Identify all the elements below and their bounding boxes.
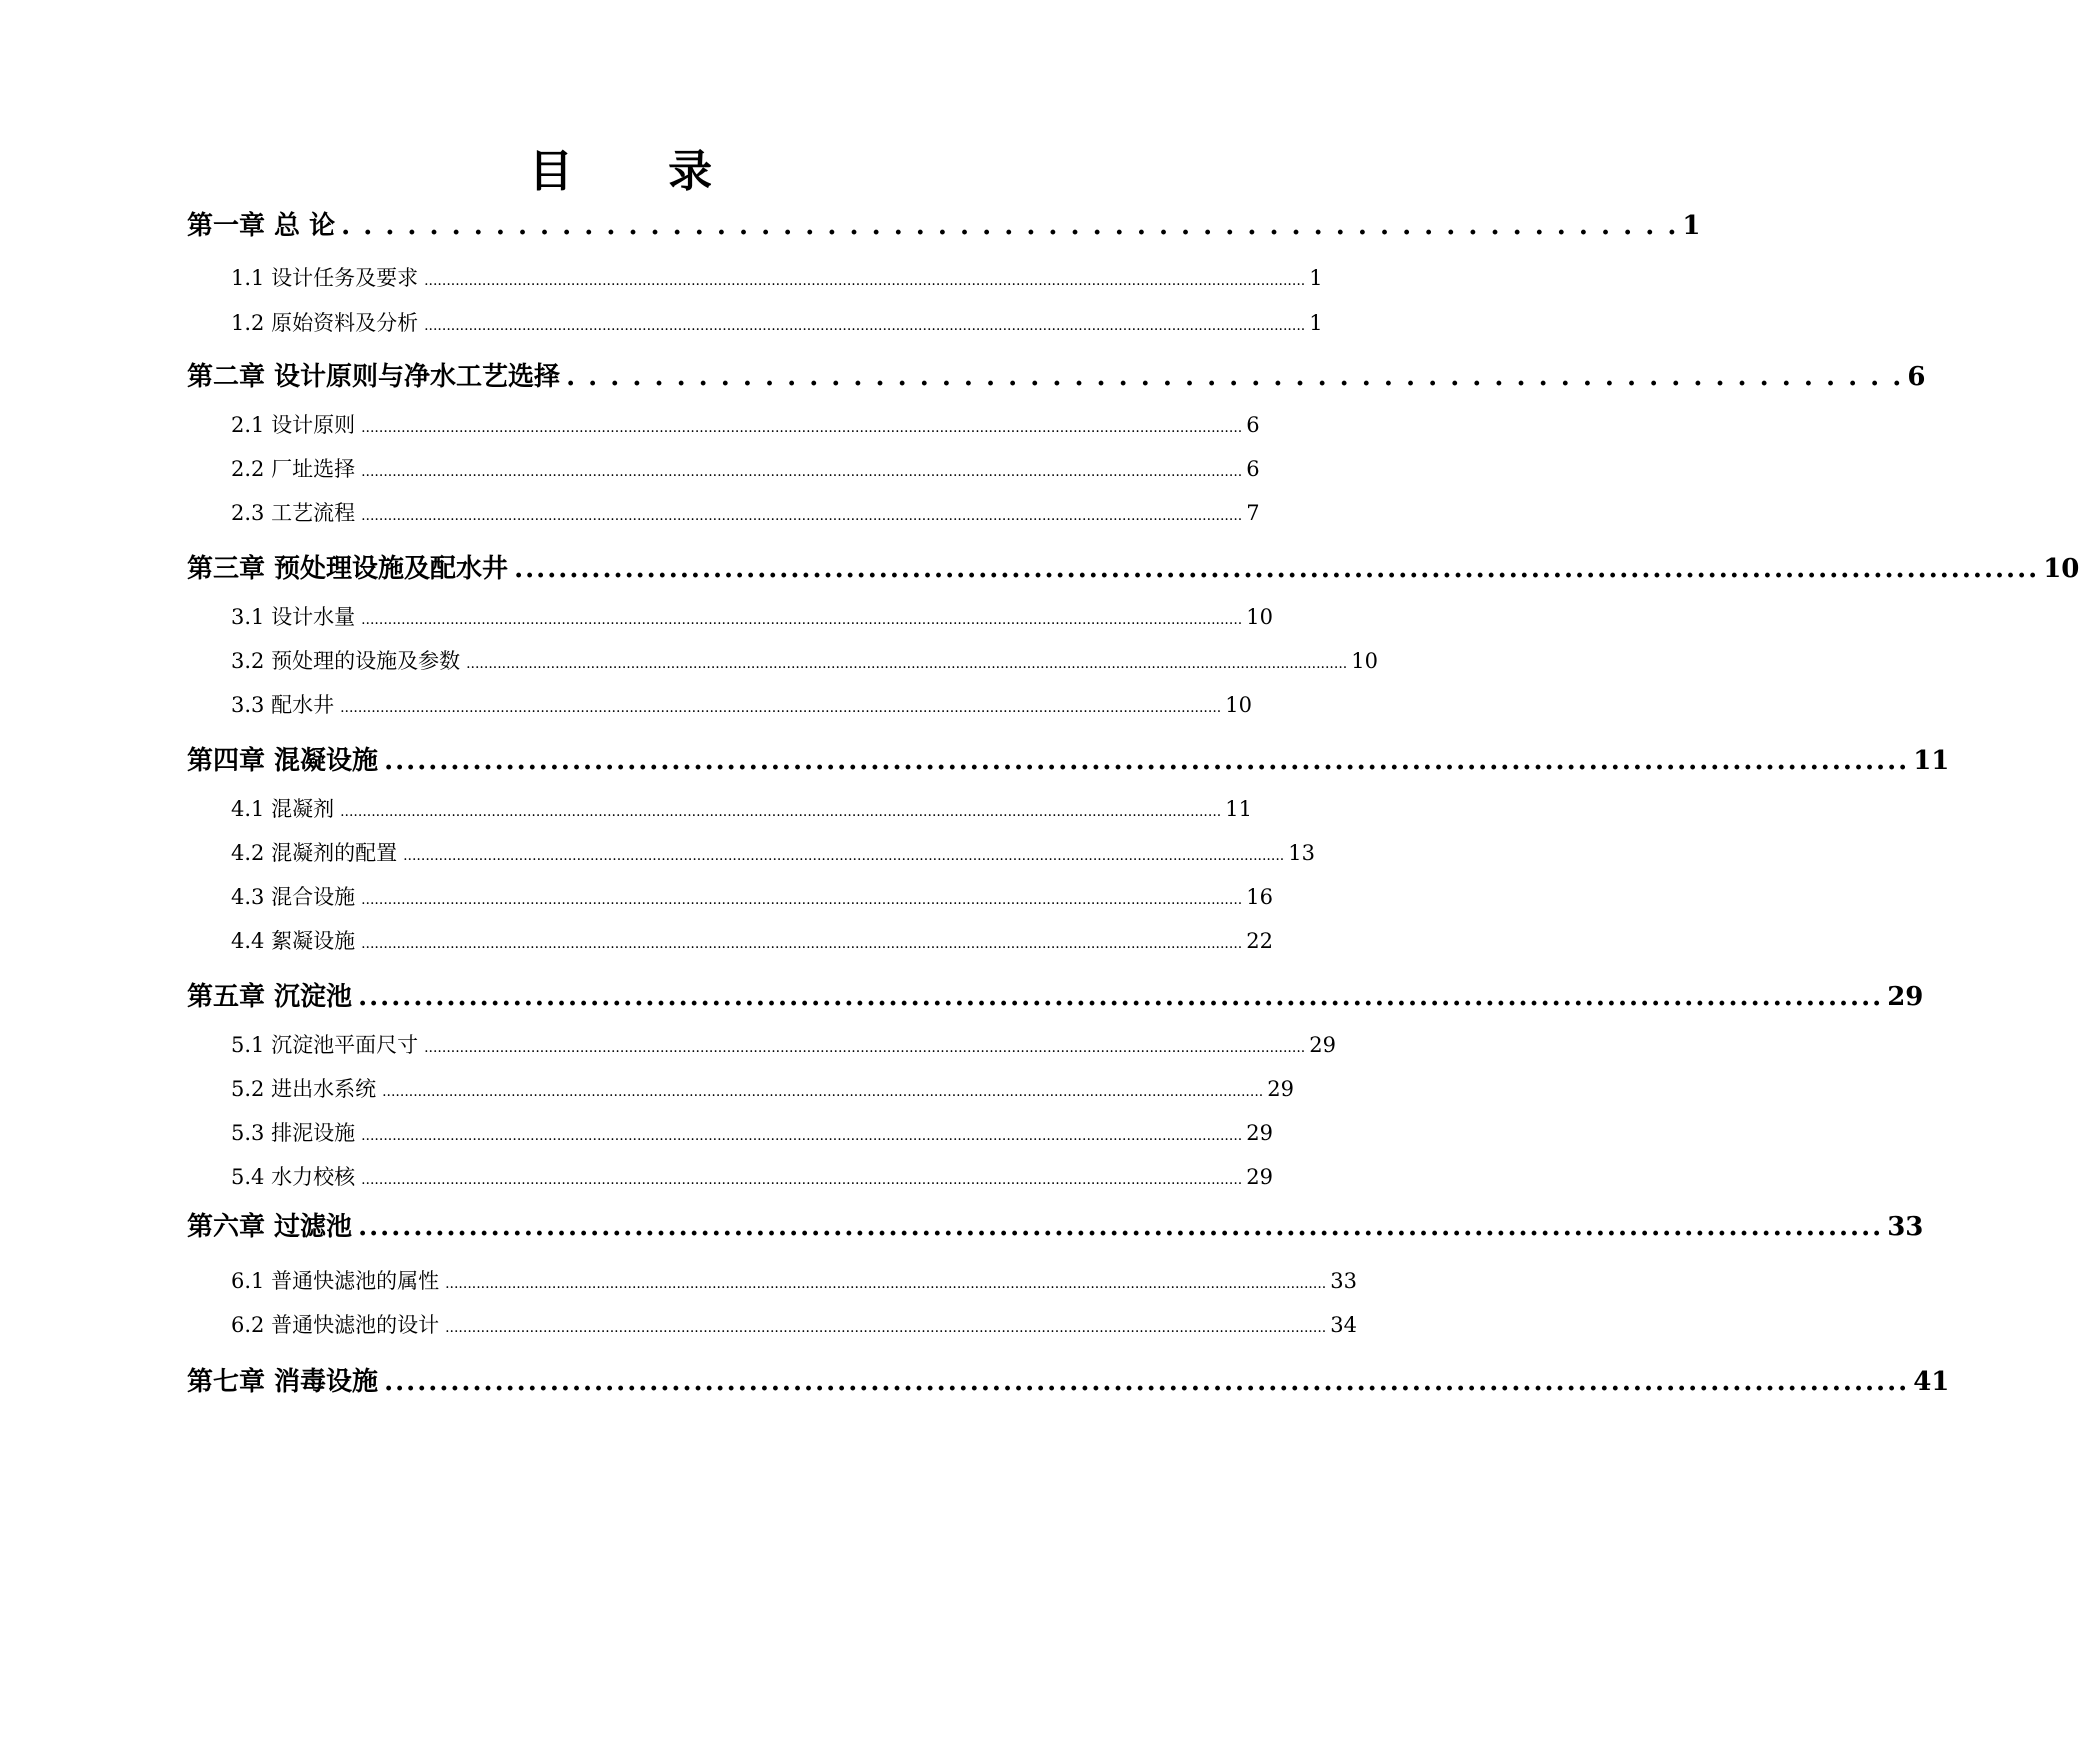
toc-entry-label: 2.1 设计原则	[231, 413, 356, 437]
toc-page-number: 29	[1887, 982, 1924, 1012]
toc-entry-label: 第四章 混凝设施	[187, 746, 379, 776]
toc-section-5-4[interactable]	[231, 1161, 1273, 1191]
toc-entry-label: 4.2 混凝剂的配置	[231, 841, 398, 865]
dot-leader: ......................................................................................................................................................................................................	[445, 1276, 1327, 1292]
dot-leader: ..........................................................................................................................................	[358, 1212, 1884, 1242]
toc-page-number: 29	[1246, 1165, 1273, 1189]
toc-section-1-2[interactable]	[231, 307, 1323, 337]
toc-entry-label: 5.2 进出水系统	[231, 1077, 377, 1101]
dot-leader: ......................................................................................................................................................................................................	[361, 508, 1243, 524]
toc-page-number: 10	[1351, 649, 1378, 673]
toc-section-4-1[interactable]	[231, 793, 1252, 823]
toc-chapter-3[interactable]	[187, 548, 2079, 585]
toc-page-number: 11	[1225, 797, 1252, 821]
dot-leader: ......................................................................................................................................................................................................	[361, 892, 1243, 908]
toc-page-number: 7	[1246, 501, 1260, 525]
dot-leader: ..........................................................................................................................................	[384, 746, 1910, 776]
toc-section-4-3[interactable]	[231, 881, 1273, 911]
toc-page-number: 29	[1267, 1077, 1294, 1101]
toc-chapter-6[interactable]	[187, 1206, 1924, 1243]
toc-page-number: 41	[1913, 1367, 1950, 1397]
toc-page-number: 29	[1246, 1121, 1273, 1145]
toc-entry-label: 6.2 普通快滤池的设计	[231, 1313, 440, 1337]
toc-chapter-5[interactable]	[187, 976, 1924, 1013]
toc-entry-label: 2.3 工艺流程	[231, 501, 356, 525]
toc-entry-label: 4.1 混凝剂	[231, 797, 335, 821]
toc-section-3-1[interactable]	[231, 601, 1273, 631]
toc-section-5-3[interactable]	[231, 1117, 1273, 1147]
dot-leader: ..........................................................................................................................................	[514, 554, 2040, 584]
toc-entry-label: 4.4 絮凝设施	[231, 929, 356, 953]
toc-page-number: 6	[1246, 457, 1260, 481]
toc-page-number: 10	[1246, 605, 1273, 629]
dot-leader: ......................................................................................................................................................................................................	[340, 804, 1222, 820]
toc-entry-label: 第二章 设计原则与净水工艺选择	[187, 362, 561, 392]
toc-section-4-2[interactable]	[231, 837, 1315, 867]
toc-page-number: 16	[1246, 885, 1273, 909]
toc-entry-label: 3.2 预处理的设施及参数	[231, 649, 461, 673]
toc-page-number: 13	[1288, 841, 1315, 865]
toc-section-5-2[interactable]	[231, 1073, 1294, 1103]
dot-leader: ......................................................................................................................................................................................................	[445, 1320, 1327, 1336]
toc-page-number: 10	[2043, 554, 2079, 584]
dot-leader: ......................................................................................................................................................................................................	[424, 1040, 1306, 1056]
dot-leader: . . . . . . . . . . . . . . . . . . . . . . . . . . . . . . . . . . . . . . . . . . . . . . . . . . . . . . . . . . . . .	[341, 211, 1679, 241]
toc-section-4-4[interactable]	[231, 925, 1273, 955]
toc-section-1-1[interactable]	[231, 262, 1323, 292]
toc-entry-label: 第一章 总 论	[187, 211, 336, 241]
toc-section-6-2[interactable]	[231, 1309, 1357, 1339]
dot-leader: ..........................................................................................................................................	[358, 982, 1884, 1012]
toc-section-3-3[interactable]	[231, 689, 1252, 719]
toc-entry-label: 6.1 普通快滤池的属性	[231, 1269, 440, 1293]
toc-entry-label: 1.2 原始资料及分析	[231, 311, 419, 335]
dot-leader: ......................................................................................................................................................................................................	[361, 612, 1243, 628]
dot-leader: ......................................................................................................................................................................................................	[424, 273, 1306, 289]
toc-entry-label: 2.2 厂址选择	[231, 457, 356, 481]
toc-entry-label: 5.1 沉淀池平面尺寸	[231, 1033, 419, 1057]
table-of-contents	[187, 0, 2079, 1755]
dot-leader: ......................................................................................................................................................................................................	[361, 1128, 1243, 1144]
toc-entry-label: 4.3 混合设施	[231, 885, 356, 909]
toc-entry-label: 3.3 配水井	[231, 693, 335, 717]
toc-page-number: 10	[1225, 693, 1252, 717]
dot-leader: . . . . . . . . . . . . . . . . . . . . . . . . . . . . . . . . . . . . . . . . . . . . . . . . . . . . . . . . . . . . .	[566, 362, 1904, 392]
toc-page-number: 29	[1309, 1033, 1336, 1057]
toc-page-number: 34	[1330, 1313, 1357, 1337]
dot-leader: ......................................................................................................................................................................................................	[361, 1172, 1243, 1188]
toc-entry-label: 3.1 设计水量	[231, 605, 356, 629]
toc-entry-label: 第三章 预处理设施及配水井	[187, 554, 509, 584]
toc-page-number: 1	[1309, 266, 1323, 290]
toc-page-number: 6	[1246, 413, 1260, 437]
toc-chapter-7[interactable]	[187, 1361, 1950, 1398]
toc-section-5-1[interactable]	[231, 1029, 1336, 1059]
dot-leader: ......................................................................................................................................................................................................	[382, 1084, 1264, 1100]
dot-leader: ......................................................................................................................................................................................................	[361, 464, 1243, 480]
toc-section-6-1[interactable]	[231, 1265, 1357, 1295]
toc-page-number: 11	[1913, 746, 1950, 776]
dot-leader: ......................................................................................................................................................................................................	[361, 936, 1243, 952]
toc-entry-label: 5.3 排泥设施	[231, 1121, 356, 1145]
toc-chapter-4[interactable]	[187, 740, 1950, 777]
dot-leader: ......................................................................................................................................................................................................	[361, 420, 1243, 436]
toc-chapter-1[interactable]	[187, 205, 1701, 242]
toc-chapter-2[interactable]	[187, 356, 1926, 393]
toc-page-number: 33	[1887, 1212, 1924, 1242]
dot-leader: ......................................................................................................................................................................................................	[424, 318, 1306, 334]
toc-entry-label: 5.4 水力校核	[231, 1165, 356, 1189]
page-title: 目 录	[528, 146, 753, 197]
dot-leader: ......................................................................................................................................................................................................	[403, 848, 1285, 864]
toc-entry-label: 第七章 消毒设施	[187, 1367, 379, 1397]
dot-leader: ..........................................................................................................................................	[384, 1367, 1910, 1397]
toc-entry-label: 第六章 过滤池	[187, 1212, 353, 1242]
toc-page-number: 33	[1330, 1269, 1357, 1293]
toc-section-2-1[interactable]	[231, 409, 1260, 439]
dot-leader: ......................................................................................................................................................................................................	[466, 656, 1348, 672]
dot-leader: ......................................................................................................................................................................................................	[340, 700, 1222, 716]
toc-page-number: 22	[1246, 929, 1273, 953]
toc-page-number: 1	[1309, 311, 1323, 335]
toc-entry-label: 1.1 设计任务及要求	[231, 266, 419, 290]
toc-section-2-3[interactable]	[231, 497, 1260, 527]
toc-entry-label: 第五章 沉淀池	[187, 982, 353, 1012]
toc-section-2-2[interactable]	[231, 453, 1260, 483]
toc-page-number: 6	[1907, 362, 1926, 392]
toc-page-number: 1	[1682, 211, 1701, 241]
toc-section-3-2[interactable]	[231, 645, 1378, 675]
